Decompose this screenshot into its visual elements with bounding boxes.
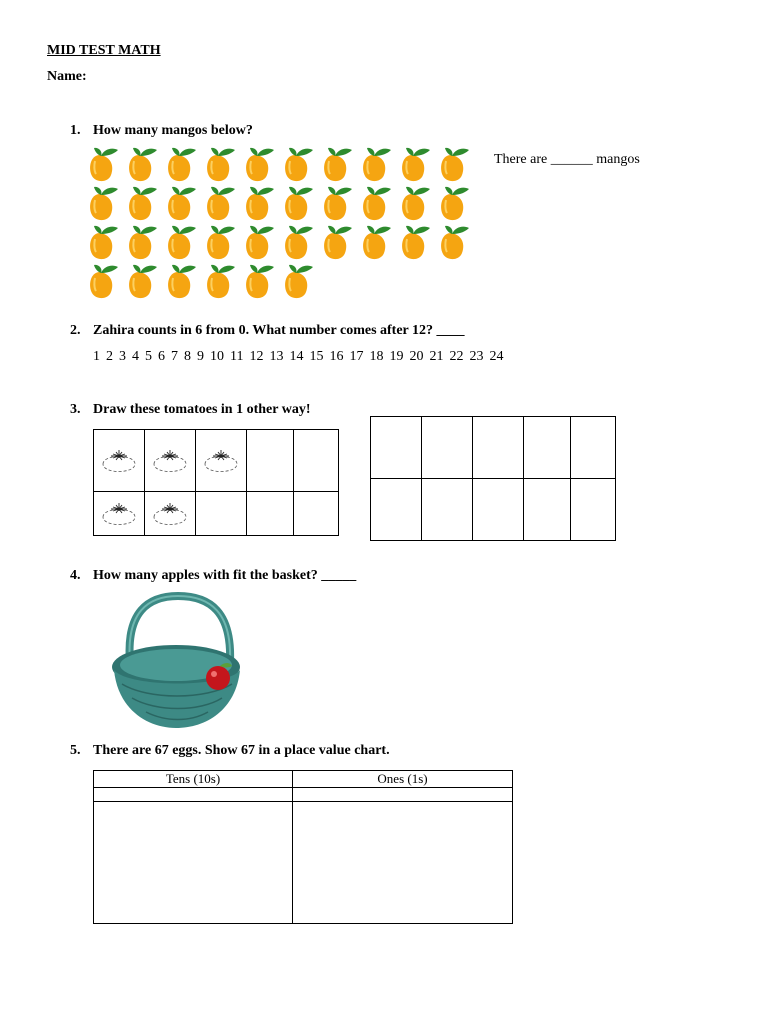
mango-icon [242, 145, 276, 183]
question-text: How many mangos below? [93, 123, 253, 138]
mango-icon [320, 184, 354, 222]
mango-icon [281, 145, 315, 183]
mango-icon [359, 145, 393, 183]
tomato-cell [145, 430, 196, 492]
mango-icon [164, 184, 198, 222]
mango-icon [203, 145, 237, 183]
mango-icon [125, 262, 159, 300]
number-item: 7 [171, 349, 178, 364]
tomato-cell [94, 492, 145, 536]
number-item: 1 [93, 349, 100, 364]
question-text: How many apples with fit the basket? _____ [93, 568, 357, 583]
question-1 [70, 123, 253, 139]
drawing-cell[interactable] [422, 417, 473, 479]
number-item: 20 [409, 349, 424, 364]
mango-icon [281, 223, 315, 261]
tomato-cell [196, 430, 247, 492]
drawing-cell[interactable] [524, 417, 571, 479]
number-item: 18 [369, 349, 384, 364]
mango-icon [86, 223, 120, 261]
question-text: There are 67 eggs. Show 67 in a place value chart. [93, 743, 390, 758]
number-item: 12 [249, 349, 264, 364]
mango-icon [242, 262, 276, 300]
number-item: 4 [132, 349, 139, 364]
page-title: MID TEST MATH [47, 43, 161, 58]
mango-icon [125, 145, 159, 183]
place-value-chart [93, 770, 513, 924]
question-text: Zahira counts in 6 from 0. What number comes after 12? ____ [93, 323, 465, 338]
mango-icon [320, 145, 354, 183]
question-4 [70, 568, 356, 584]
tens-answer-cell[interactable] [94, 802, 293, 924]
question-number: 2. [70, 323, 81, 338]
mango-icon [281, 184, 315, 222]
tomato-cell [145, 492, 196, 536]
number-item: 3 [119, 349, 126, 364]
mango-icon [398, 184, 432, 222]
number-item: 23 [469, 349, 484, 364]
number-item: 15 [309, 349, 324, 364]
number-item: 16 [329, 349, 344, 364]
mango-icon [437, 223, 471, 261]
mango-icon [164, 223, 198, 261]
ones-header: Ones (1s) [293, 771, 513, 788]
tomato-icon [99, 499, 139, 531]
mango-icon [164, 145, 198, 183]
tomato-cell [94, 430, 145, 492]
tomato-cell [247, 430, 294, 492]
drawing-cell[interactable] [524, 479, 571, 541]
number-item: 22 [449, 349, 464, 364]
question-number: 3. [70, 402, 81, 417]
question-text: Draw these tomatoes in 1 other way! [93, 402, 311, 417]
drawing-cell[interactable] [422, 479, 473, 541]
question-number: 5. [70, 743, 81, 758]
number-item: 8 [184, 349, 191, 364]
mango-icon [86, 262, 120, 300]
number-item: 19 [389, 349, 404, 364]
tomato-cell [247, 492, 294, 536]
drawing-cell[interactable] [571, 417, 616, 479]
number-item: 11 [230, 349, 244, 364]
mango-icon [203, 184, 237, 222]
question-2 [70, 323, 465, 339]
number-item: 17 [349, 349, 364, 364]
apple-shine [211, 671, 217, 677]
question-5 [70, 743, 390, 759]
mango-icon [125, 223, 159, 261]
mango-answer-line: There are ______ mangos [494, 152, 640, 167]
tomato-icon [99, 446, 139, 478]
tomato-icon [150, 446, 190, 478]
drawing-cell[interactable] [473, 479, 524, 541]
mango-icon [86, 184, 120, 222]
number-item: 9 [197, 349, 204, 364]
basket-image [108, 592, 248, 732]
tomato-cell [196, 492, 247, 536]
mango-icon [164, 262, 198, 300]
number-item: 2 [106, 349, 113, 364]
mango-icon [320, 223, 354, 261]
mango-icon [242, 184, 276, 222]
place-value-cell[interactable] [94, 788, 293, 802]
number-item: 24 [489, 349, 504, 364]
number-item: 5 [145, 349, 152, 364]
drawing-table[interactable] [370, 416, 616, 541]
question-3 [70, 402, 310, 418]
drawing-cell[interactable] [571, 479, 616, 541]
tomato-icon [201, 446, 241, 478]
mango-icon [203, 223, 237, 261]
drawing-cell[interactable] [371, 417, 422, 479]
mango-icon [242, 223, 276, 261]
question-number: 4. [70, 568, 81, 583]
tomato-cell [294, 430, 339, 492]
apple-icon [206, 666, 230, 690]
number-item: 14 [289, 349, 304, 364]
mango-icon [398, 145, 432, 183]
name-label: Name: [47, 69, 87, 84]
tomato-cell [294, 492, 339, 536]
question-number: 1. [70, 123, 81, 138]
mango-icon [359, 184, 393, 222]
tomato-table [93, 429, 339, 536]
mango-icon [86, 145, 120, 183]
mango-icon [203, 262, 237, 300]
number-item: 10 [210, 349, 224, 364]
drawing-cell[interactable] [473, 417, 524, 479]
mango-icon [437, 145, 471, 183]
drawing-cell[interactable] [371, 479, 422, 541]
number-item: 6 [158, 349, 165, 364]
tens-header: Tens (10s) [94, 771, 293, 788]
number-item: 13 [269, 349, 284, 364]
mango-icon [437, 184, 471, 222]
tomato-icon [150, 499, 190, 531]
mango-icon [359, 223, 393, 261]
ones-answer-cell[interactable] [293, 802, 513, 924]
mango-icon [281, 262, 315, 300]
number-item: 21 [429, 349, 444, 364]
mango-icon [398, 223, 432, 261]
place-value-cell[interactable] [293, 788, 513, 802]
mango-icon [125, 184, 159, 222]
number-line [93, 349, 509, 365]
